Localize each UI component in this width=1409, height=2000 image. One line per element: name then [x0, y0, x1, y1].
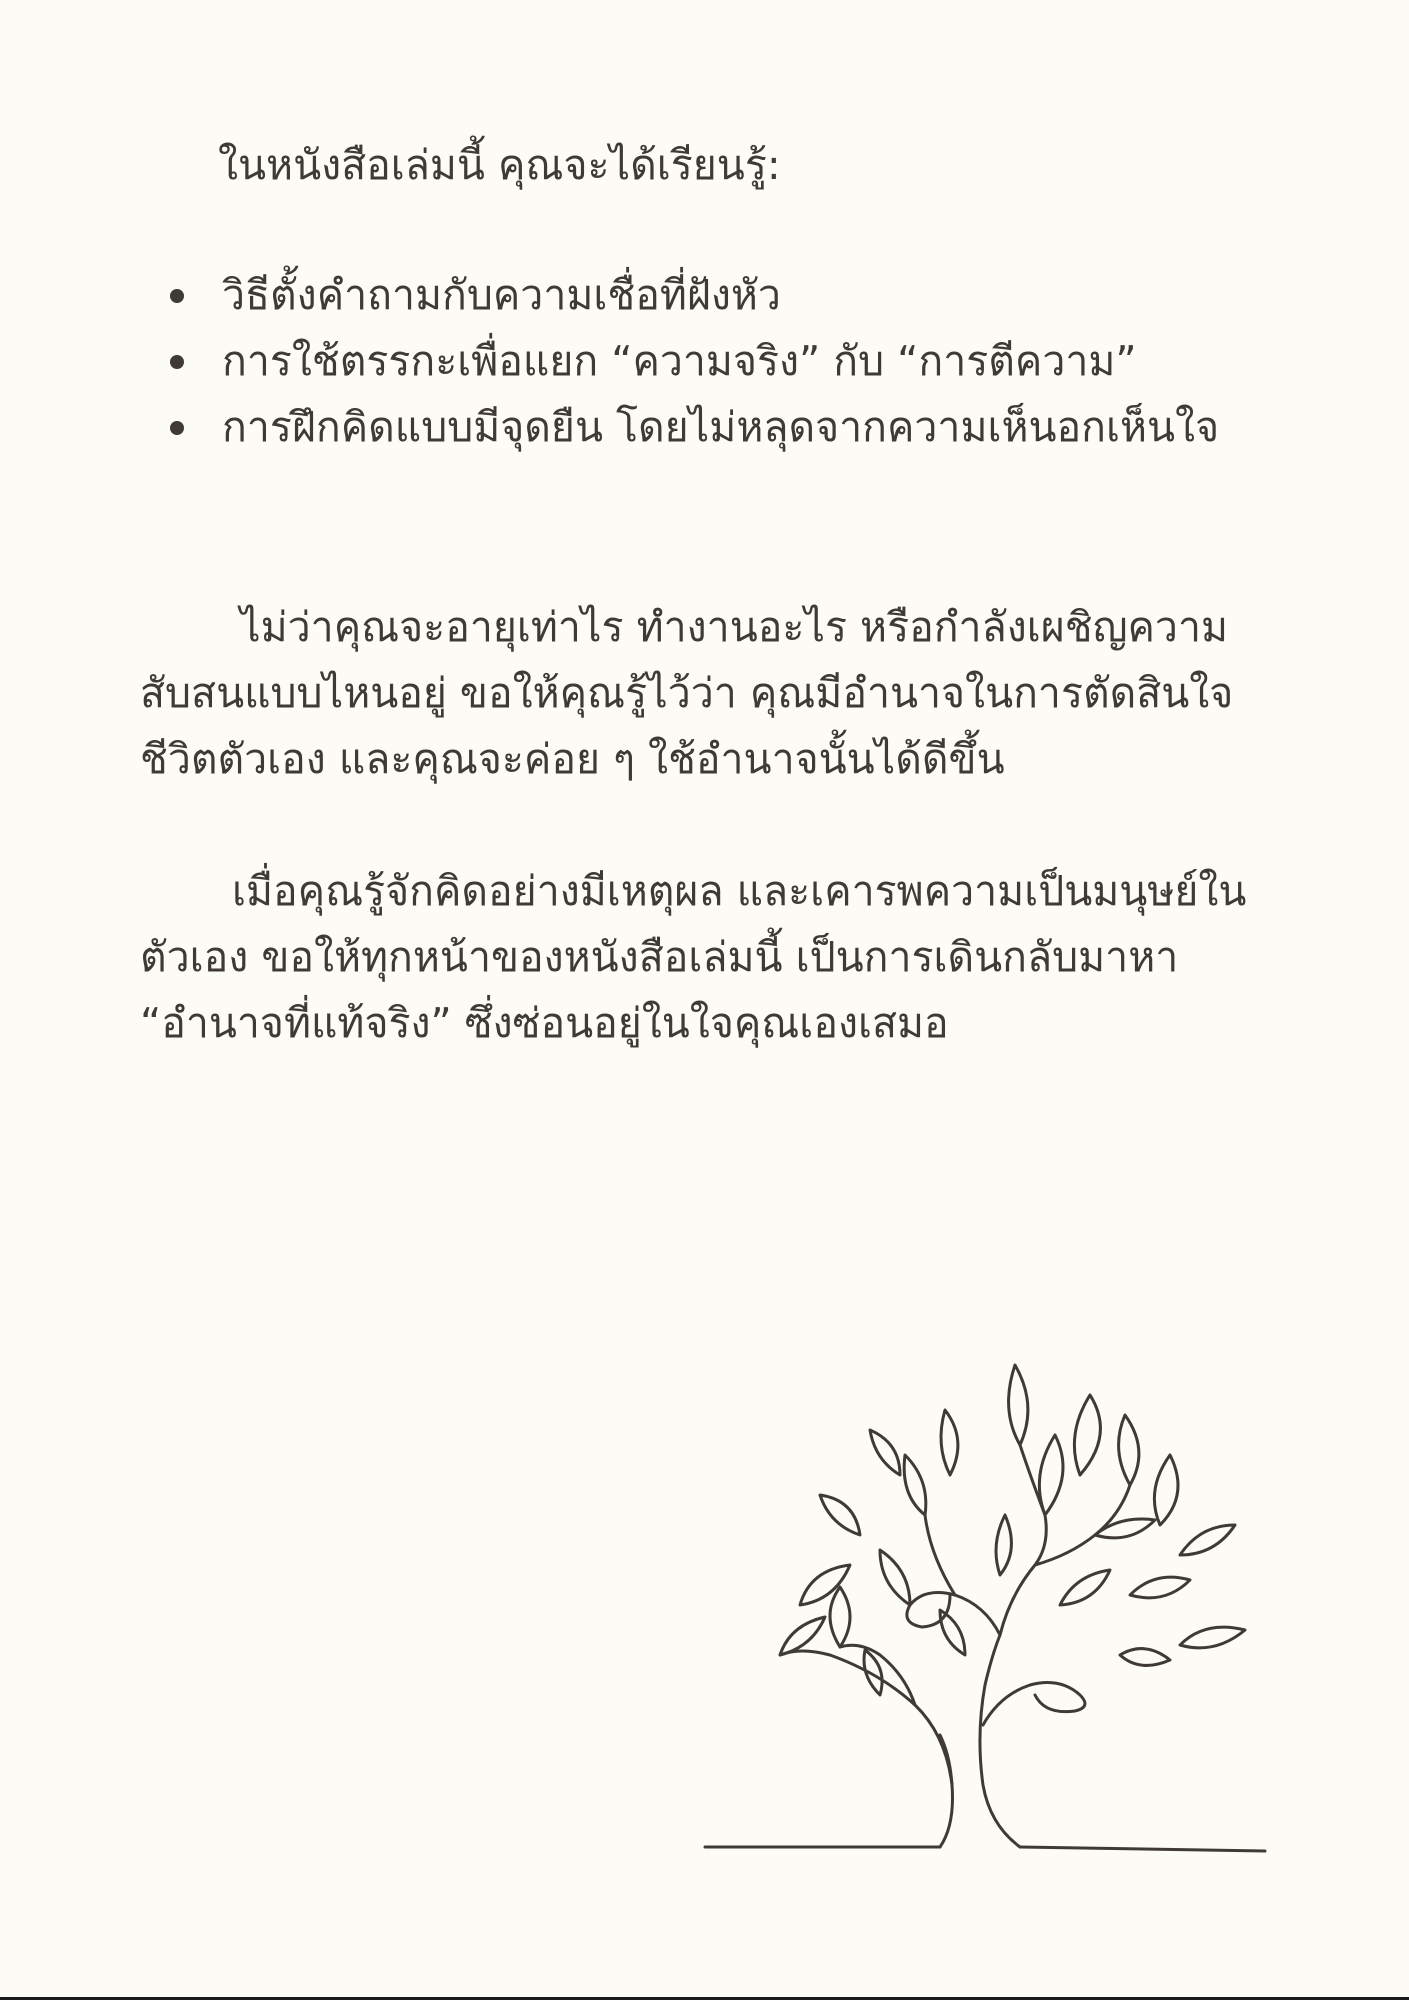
leaf [1009, 1365, 1028, 1445]
leaf [904, 1455, 926, 1515]
leaf [1039, 1435, 1063, 1515]
list-item: วิธีตั้งคำถามกับความเชื่อที่ฝังหัว [140, 262, 1260, 328]
learning-points-list [140, 262, 1260, 460]
body-paragraph: ไม่ว่าคุณจะอายุเท่าไร ทำงานอะไร หรือกำลังเผชิญความสับสนแบบไหนอยู่ ขอให้คุณรู้ไว้ว่า คุณมีอำนาจในการตัดสินใจชีวิตตัวเอง และคุณจะค่อย ๆ ใช้อำนาจนั้นได้ดีขึ้น [140, 603, 1234, 783]
leaf [1130, 1577, 1190, 1598]
trunk-left [780, 1651, 953, 1847]
ground-line [705, 1847, 1265, 1851]
trunk-right [980, 1635, 1020, 1847]
leaf [1095, 1519, 1155, 1538]
leaf [1154, 1455, 1178, 1525]
leaf [870, 1430, 900, 1475]
leaf [1060, 1570, 1110, 1605]
leaf [864, 1650, 882, 1695]
leaf [1180, 1627, 1245, 1648]
leaf [800, 1565, 850, 1605]
leaf [1119, 1415, 1139, 1485]
leaf [820, 1495, 860, 1535]
body-paragraph: เมื่อคุณรู้จักคิดอย่างมีเหตุผล และเคารพความเป็นมนุษย์ในตัวเอง ขอให้ทุกหน้าของหนังสือเล่มนี้ เป็นการเดินกลับมาหา “อำนาจที่แท้จริง” ซึ่งซ่อนอยู่ในใจคุณเองเสมอ [140, 867, 1247, 1047]
leaf [780, 1617, 825, 1655]
leaf [941, 1410, 958, 1475]
leaf [1180, 1525, 1235, 1555]
leaf [996, 1515, 1011, 1575]
list-item: การใช้ตรรกะเพื่อแยก “ความจริง” กับ “การตีความ” [140, 328, 1260, 394]
list-item: การฝึกคิดแบบมีจุดยืน โดยไม่หลุดจากความเห็นอกเห็นใจ [140, 394, 1260, 460]
leaf [830, 1587, 850, 1647]
leaf [880, 1550, 910, 1605]
intro-heading: ในหนังสือเล่มนี้ คุณจะได้เรียนรู้: [218, 141, 781, 189]
tree-line-art-icon [700, 1355, 1280, 1875]
leaf [1074, 1395, 1100, 1475]
leaf [1120, 1649, 1170, 1666]
